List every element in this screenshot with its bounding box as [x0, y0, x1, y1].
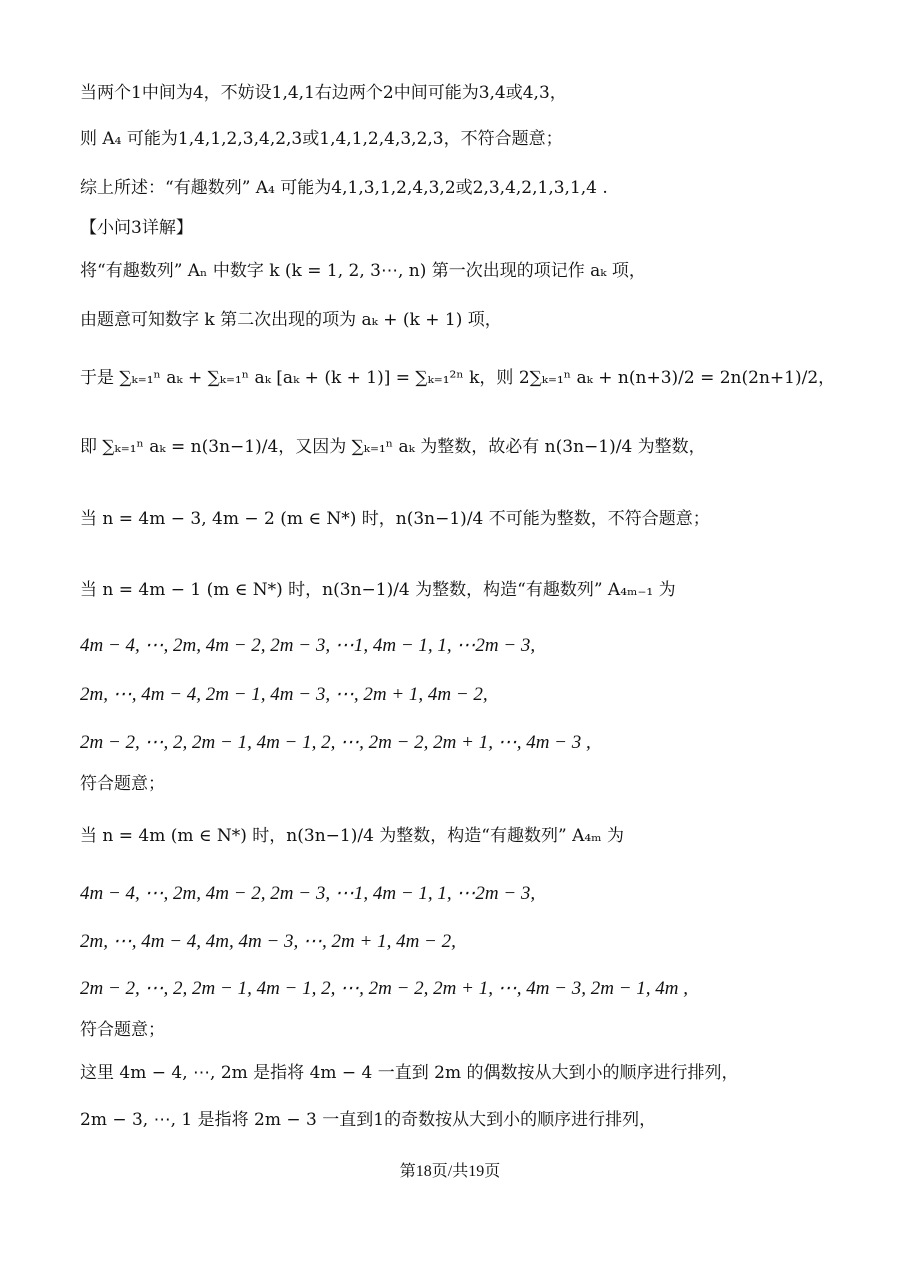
text-line-5: 将“有趣数列” Aₙ 中数字 k (k = 1, 2, 3⋯, n) 第一次出现的项记作 aₖ 项，	[80, 261, 646, 281]
formula-line-10: 当 n = 4m − 1 (m ∈ N*) 时，n(3n−1)/4 为整数，构造“有趣数列” A₄ₘ₋₁ 为	[80, 580, 676, 600]
page-footer: 第18页/共19页	[399, 1163, 501, 1180]
sequence-line-4: 4m − 4, ⋯, 2m, 4m − 2, 2m − 3, ⋯1, 4m − 1, 1, ⋯2m − 3,	[80, 883, 536, 904]
sequence-line-5: 2m, ⋯, 4m − 4, 4m, 4m − 3, ⋯, 2m + 1, 4m − 2,	[80, 931, 456, 952]
text-line-20: 这里 4m − 4, ⋯, 2m 是指将 4m − 4 一直到 2m 的偶数按从大到小的顺序进行排列，	[80, 1063, 739, 1083]
text-line-2: 则 A₄ 可能为1,4,1,2,3,4,2,3或1,4,1,2,4,3,2,3，不符合题意；	[80, 129, 563, 149]
formula-line-9: 当 n = 4m − 3, 4m − 2 (m ∈ N*) 时，n(3n−1)/4 不可能为整数，不符合题意；	[80, 509, 710, 529]
text-line-19: 符合题意；	[80, 1020, 165, 1040]
sequence-line-1: 4m − 4, ⋯, 2m, 4m − 2, 2m − 3, ⋯1, 4m − 1, 1, ⋯2m − 3,	[80, 635, 536, 656]
text-line-21: 2m − 3, ⋯, 1 是指将 2m − 3 一直到1的奇数按从大到小的顺序进行排列，	[80, 1110, 657, 1130]
formula-line-7: 于是 ∑ₖ₌₁ⁿ aₖ + ∑ₖ₌₁ⁿ aₖ [aₖ + (k + 1)] = ∑ₖ₌₁²ⁿ k，则 2∑ₖ₌₁ⁿ aₖ + n(n+3)/2 = 2n(2n+1)/2，	[80, 368, 836, 388]
sequence-line-2: 2m, ⋯, 4m − 4, 2m − 1, 4m − 3, ⋯, 2m + 1, 4m − 2,	[80, 684, 488, 705]
formula-line-8: 即 ∑ₖ₌₁ⁿ aₖ = n(3n−1)/4，又因为 ∑ₖ₌₁ⁿ aₖ 为整数，故必有 n(3n−1)/4 为整数，	[80, 437, 706, 457]
sequence-line-6: 2m − 2, ⋯, 2, 2m − 1, 4m − 1, 2, ⋯, 2m − 2, 2m + 1, ⋯, 4m − 3, 2m − 1, 4m ,	[80, 978, 689, 999]
text-line-3: 综上所述：“有趣数列” A₄ 可能为4,1,3,1,2,4,3,2或2,3,4,2,1,3,1,4 .	[80, 178, 608, 198]
section-heading: 【小问3详解】	[80, 218, 193, 238]
sequence-line-3: 2m − 2, ⋯, 2, 2m − 1, 4m − 1, 2, ⋯, 2m − 2, 2m + 1, ⋯, 4m − 3 ,	[80, 732, 591, 753]
formula-line-15: 当 n = 4m (m ∈ N*) 时，n(3n−1)/4 为整数，构造“有趣数列” A₄ₘ 为	[80, 826, 624, 846]
text-line-6: 由题意可知数字 k 第二次出现的项为 aₖ + (k + 1) 项，	[80, 310, 502, 330]
text-line-14: 符合题意；	[80, 774, 165, 794]
text-line-1: 当两个1中间为4，不妨设1,4,1右边两个2中间可能为3,4或4,3，	[80, 83, 567, 103]
